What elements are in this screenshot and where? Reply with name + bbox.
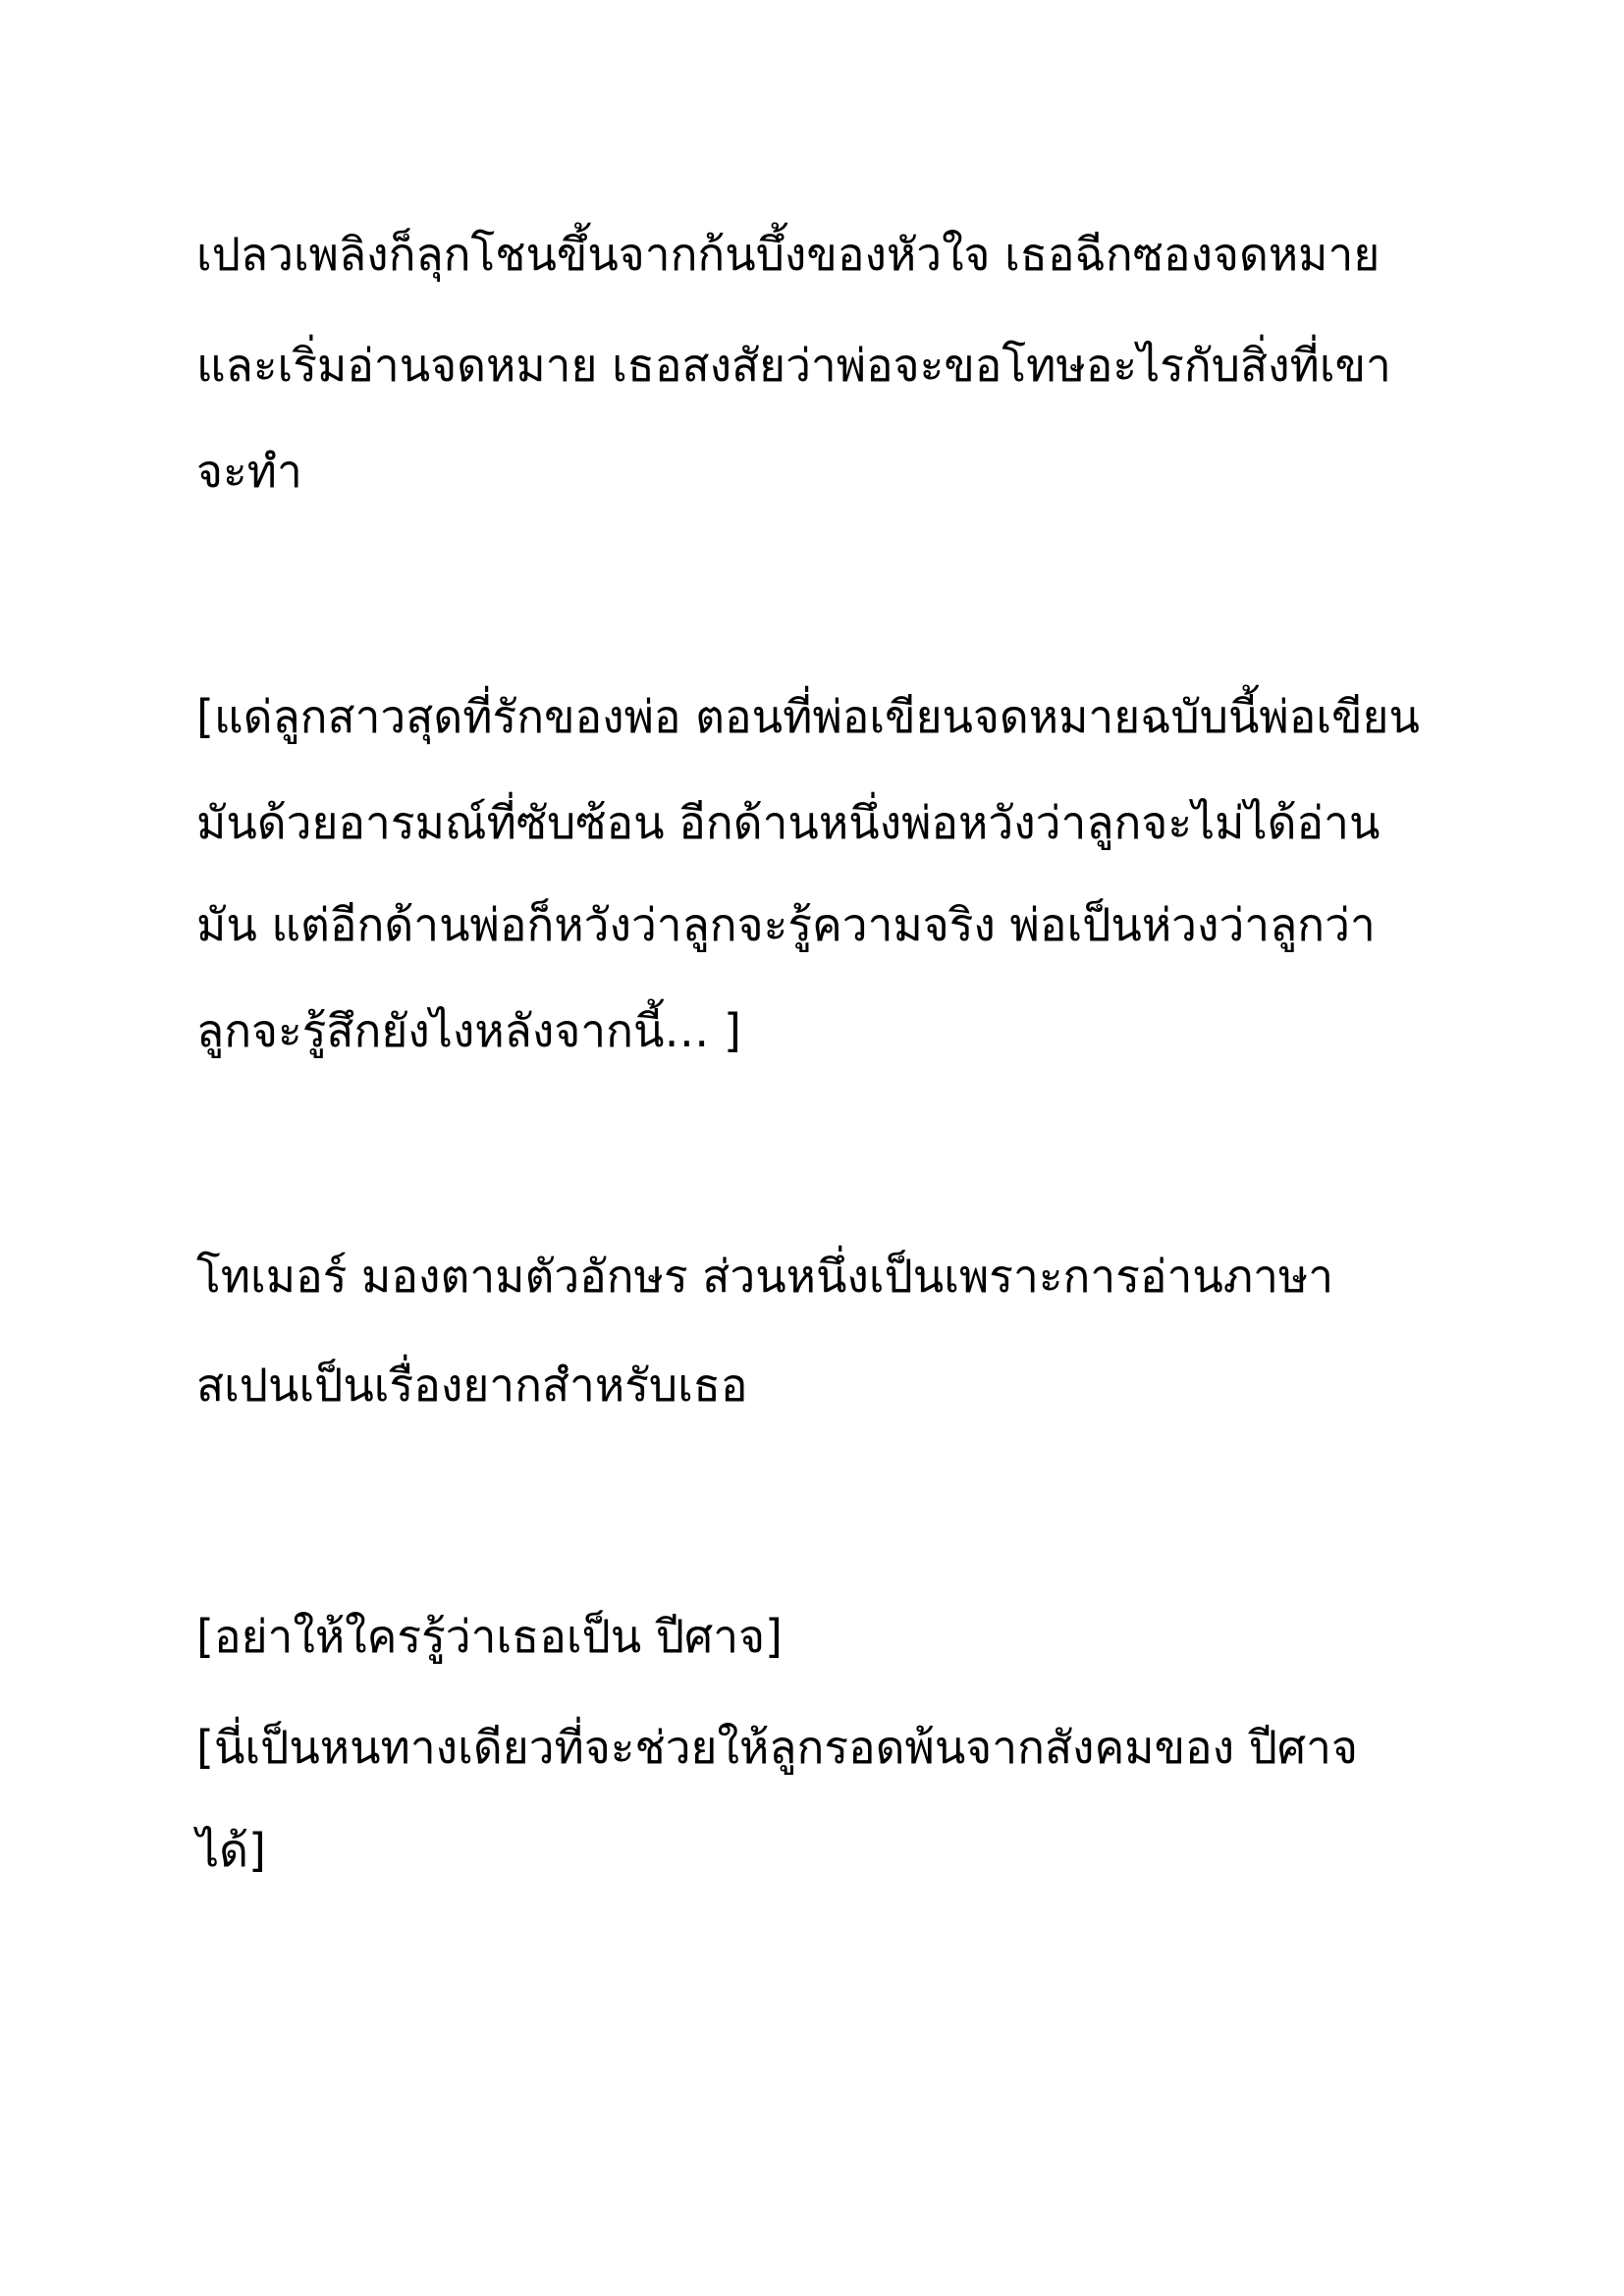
text-line: สเปนเป็นเรื่องยากสำหรับเธอ <box>196 1359 748 1412</box>
text-line: [อย่าให้ใครรู้ว่าเธอเป็น ปีศาจ] <box>196 1610 783 1663</box>
text-line: มันด้วยอารมณ์ที่ซับซ้อน อีกด้านหนึ่งพ่อหวังว่าลูกจะไม่ได้อ่าน <box>196 796 1380 849</box>
text-line: และเริ่มอ่านจดหมาย เธอสงสัยว่าพ่อจะขอโทษอะไรกับสิ่งที่เขา <box>196 339 1391 392</box>
text-line: [แด่ลูกสาวสุดที่รักของพ่อ ตอนที่พ่อเขียนจดหมายฉบับนี้พ่อเขียน <box>196 690 1420 743</box>
text-line: จะทำ <box>196 445 302 498</box>
text-line: มัน แต่อีกด้านพ่อก็หวังว่าลูกจะรู้ความจริง พ่อเป็นห่วงว่าลูกว่า <box>196 898 1376 951</box>
text-line: ลูกจะรู้สึกยังไงหลังจากนี้… ] <box>196 1004 741 1057</box>
text-line: ได้] <box>196 1824 266 1877</box>
text-line: โทเมอร์ มองตามตัวอักษร ส่วนหนึ่งเป็นเพราะการอ่านภาษา <box>196 1250 1334 1303</box>
text-line: [นี่เป็นหนทางเดียวที่จะช่วยให้ลูกรอดพ้นจากสังคมของ ปีศาจ <box>196 1721 1358 1774</box>
text-line: เปลวเพลิงก็ลุกโชนขึ้นจากก้นบึ้งของหัวใจ เธอฉีกซองจดหมาย <box>196 228 1380 281</box>
